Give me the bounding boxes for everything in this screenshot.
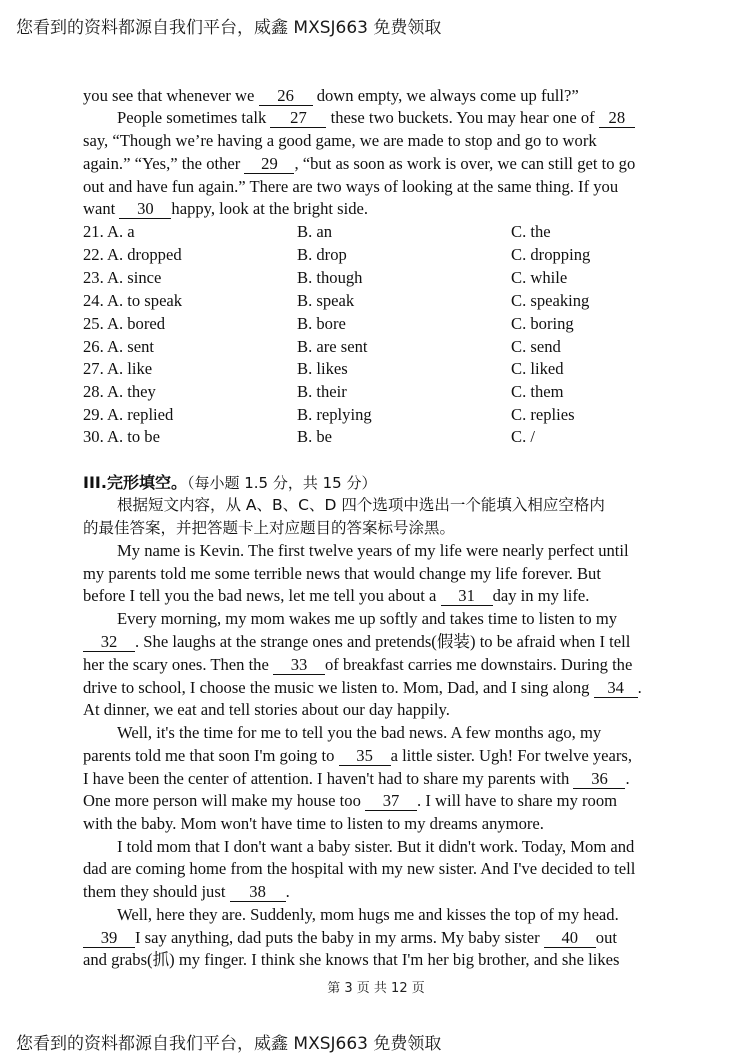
option-c: C. boring — [511, 314, 574, 333]
watermark-banner-top: 您看到的资料都源自我们平台，威鑫 MXSJ663 免费领取 — [16, 18, 442, 38]
section-title: III.完形填空。 — [83, 473, 187, 492]
option-c: C. replies — [511, 405, 575, 424]
text: One more person will make my house too — [83, 791, 366, 810]
text: before I tell you the bad news, let me tell you about a — [83, 586, 441, 605]
blank-28: 28 — [599, 109, 635, 128]
option-a: 29. A. replied — [83, 405, 174, 424]
text: . She laughs at the strange ones and pretends(假装) to be afraid when I tell — [135, 632, 631, 651]
option-c: C. them — [511, 382, 564, 401]
passage-line: At dinner, we eat and tell stories about our day happily. — [83, 700, 450, 719]
option-c: C. / — [511, 427, 535, 446]
section-heading — [83, 470, 376, 493]
passage-line — [83, 677, 642, 699]
blank-35: 35 — [339, 747, 391, 766]
passage-line — [83, 790, 617, 812]
option-c: C. speaking — [511, 291, 590, 310]
option-b: B. replying — [297, 405, 372, 424]
text: drive to school, I choose the music we listen to. Mom, Dad, and I sing along — [83, 678, 594, 697]
option-a: 28. A. they — [83, 382, 156, 401]
text: parents told me that soon I'm going to — [83, 746, 339, 765]
passage-line: say, “Though we’re having a good game, we are made to stop and go to work — [83, 131, 597, 150]
passage-line: my parents told me some terrible news that would change my life forever. But — [83, 564, 601, 583]
text: . — [625, 769, 630, 788]
passage-line — [83, 585, 589, 607]
blank-26: 26 — [259, 87, 313, 106]
option-b: B. are sent — [297, 337, 368, 356]
passage-line — [83, 198, 368, 220]
text: happy, look at the bright side. — [171, 199, 369, 218]
instruction-line: 的最佳答案，并把答题卡上对应题目的答案标号涂黑。 — [83, 519, 456, 537]
passage-line — [83, 654, 632, 676]
option-a: 24. A. to speak — [83, 291, 183, 310]
passage-line: Well, here they are. Suddenly, mom hugs me and kisses the top of my head. — [117, 905, 619, 924]
passage-line: out and have fun again.” There are two ways of looking at the same thing. If you — [83, 177, 619, 196]
text: . — [637, 678, 642, 697]
passage-line: My name is Kevin. The first twelve years of my life were nearly perfect until — [117, 541, 629, 560]
option-a: 30. A. to be — [83, 427, 160, 446]
blank-30: 30 — [119, 200, 171, 219]
option-b: B. bore — [297, 314, 346, 333]
blank-40: 40 — [544, 929, 596, 948]
blank-27: 27 — [270, 109, 326, 128]
option-b: B. be — [297, 427, 333, 446]
section-note: （每小题 1.5 分，共 15 分） — [186, 474, 377, 492]
text: again.” “Yes,” the other — [83, 154, 245, 173]
text: People sometimes talk — [117, 108, 271, 127]
blank-39: 39 — [83, 929, 135, 948]
text: them they should just — [83, 882, 230, 901]
option-c: C. while — [511, 268, 568, 287]
option-b: B. likes — [297, 359, 348, 378]
option-b: B. though — [297, 268, 363, 287]
option-b: B. an — [297, 222, 333, 241]
blank-29: 29 — [244, 155, 294, 174]
passage-line — [83, 745, 632, 767]
instruction-line: 根据短文内容，从 A、B、C、D 四个选项中选出一个能填入相应空格内 — [117, 496, 605, 514]
blank-38: 38 — [230, 883, 286, 902]
blank-34: 34 — [594, 679, 638, 698]
option-c: C. the — [511, 222, 551, 241]
passage-line: I told mom that I don't want a baby sister. But it didn't work. Today, Mom and — [117, 837, 635, 856]
option-b: B. speak — [297, 291, 355, 310]
option-a: 27. A. like — [83, 359, 153, 378]
page-number: 第 3 页 共 12 页 — [327, 981, 425, 996]
text: want — [83, 199, 120, 218]
passage-line — [83, 927, 617, 949]
passage-line: Well, it's the time for me to tell you the bad news. A few months ago, my — [117, 723, 602, 742]
option-c: C. dropping — [511, 245, 591, 264]
text: a little sister. Ugh! For twelve years, — [390, 746, 633, 765]
text: . I will have to share my room — [417, 791, 618, 810]
passage-line: dad are coming home from the hospital with my new sister. And I've decided to tell — [83, 859, 636, 878]
passage-line: with the baby. Mom won't have time to listen to my dreams anymore. — [83, 814, 544, 833]
option-a: 21. A. a — [83, 222, 135, 241]
option-c: C. liked — [511, 359, 564, 378]
blank-33: 33 — [273, 656, 325, 675]
text: down empty, we always come up full?” — [312, 86, 579, 105]
option-a: 25. A. bored — [83, 314, 166, 333]
passage-line — [83, 153, 635, 175]
passage-line: Every morning, my mom wakes me up softly and takes time to listen to my — [117, 609, 618, 628]
option-a: 22. A. dropped — [83, 245, 182, 264]
text: . — [285, 882, 290, 901]
blank-32: 32 — [83, 633, 135, 652]
text: , “but as soon as work is over, we can still get to go — [294, 154, 636, 173]
blank-37: 37 — [365, 792, 417, 811]
watermark-banner-bottom: 您看到的资料都源自我们平台，威鑫 MXSJ663 免费领取 — [16, 1034, 442, 1054]
option-a: 26. A. sent — [83, 337, 154, 356]
text: of breakfast carries me downstairs. During the — [325, 655, 633, 674]
option-a: 23. A. since — [83, 268, 162, 287]
passage-line — [83, 631, 630, 653]
option-c: C. send — [511, 337, 561, 356]
text: you see that whenever we — [83, 86, 259, 105]
passage-line — [83, 881, 290, 903]
option-b: B. their — [297, 382, 347, 401]
text: these two buckets. You may hear one of — [326, 108, 599, 127]
option-b: B. drop — [297, 245, 347, 264]
passage-line — [83, 85, 579, 107]
text: out — [595, 928, 618, 947]
passage-line — [117, 107, 635, 129]
passage-line — [83, 768, 630, 790]
text: I say anything, dad puts the baby in my arms. My baby sister — [135, 928, 544, 947]
passage-line: and grabs(抓) my finger. I think she knows that I'm her big brother, and she likes — [83, 950, 620, 969]
text: day in my life. — [492, 586, 590, 605]
blank-36: 36 — [573, 770, 625, 789]
blank-31: 31 — [441, 587, 493, 606]
text: I have been the center of attention. I haven't had to share my parents with — [83, 769, 574, 788]
text: her the scary ones. Then the — [83, 655, 273, 674]
